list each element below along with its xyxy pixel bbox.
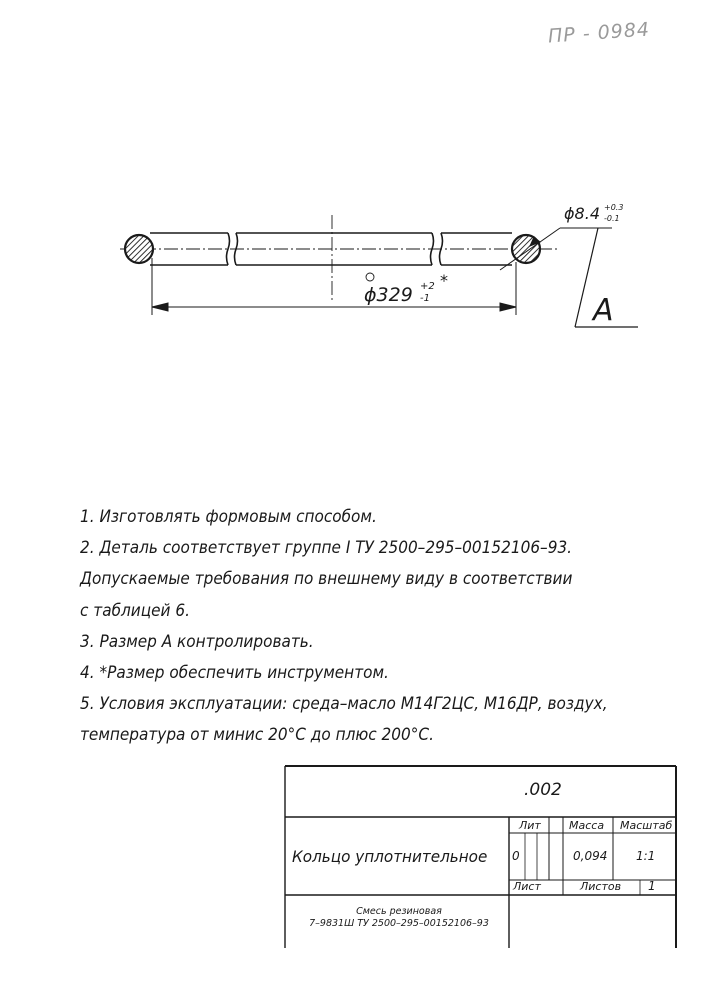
material-line: Смесь резиновая — [356, 906, 442, 917]
center-lines — [120, 215, 560, 300]
note-line: 4. *Размер обеспечить инструментом. — [80, 662, 389, 683]
material-line: 7–9831Ш ТУ 2500–295–00152106–93 — [309, 918, 489, 929]
document-designation: .002 — [524, 780, 562, 800]
note-line: Допускаемые требования по внешнему виду в соответствии — [80, 569, 573, 590]
technical-requirements — [80, 502, 620, 752]
section-tolerance-upper: +0.3 — [604, 203, 624, 212]
material-spec — [290, 906, 508, 930]
diameter-star-mark: * — [440, 271, 448, 290]
sheets-label: Листов — [580, 880, 622, 893]
section-dimension-value: ϕ8.4 — [564, 204, 600, 223]
roughness-mark — [366, 273, 374, 281]
diameter-dimension-value: ϕ329 — [364, 284, 413, 306]
note-line: 3. Размер А контролировать. — [80, 631, 314, 652]
mass-label: Масса — [569, 819, 605, 832]
left-section — [125, 235, 153, 263]
sheet-label: Лист — [513, 880, 541, 893]
note-line: температура от минис 20°С до плюс 200°С. — [80, 725, 434, 746]
note-line: с таблицей 6. — [80, 600, 190, 621]
diameter-dimension — [152, 258, 516, 315]
note-line: 2. Деталь соответствует группе I ТУ 2500–295–00152106–93. — [80, 538, 573, 559]
scale-value: 1:1 — [636, 849, 656, 863]
lit-value: 0 — [512, 849, 520, 863]
note-line: 1. Изготовлять формовым способом. — [80, 507, 377, 527]
handwritten-document-code: ПР - 0984 — [547, 18, 651, 48]
view-label: A — [593, 293, 614, 328]
lit-label: Лит — [519, 819, 541, 832]
diameter-tolerance-upper: +2 — [420, 281, 435, 292]
note-line: 5. Условия эксплуатации: среда–масло М14Г2ЦС, М16ДР, воздух, — [80, 694, 608, 715]
mass-value: 0,094 — [573, 849, 608, 863]
scale-label: Масштаб — [620, 819, 673, 832]
sheets-value: 1 — [648, 879, 656, 893]
diameter-tolerance-lower: -1 — [420, 293, 430, 304]
part-name: Кольцо уплотнительное — [292, 847, 488, 866]
section-tolerance-lower: -0.1 — [604, 214, 620, 223]
